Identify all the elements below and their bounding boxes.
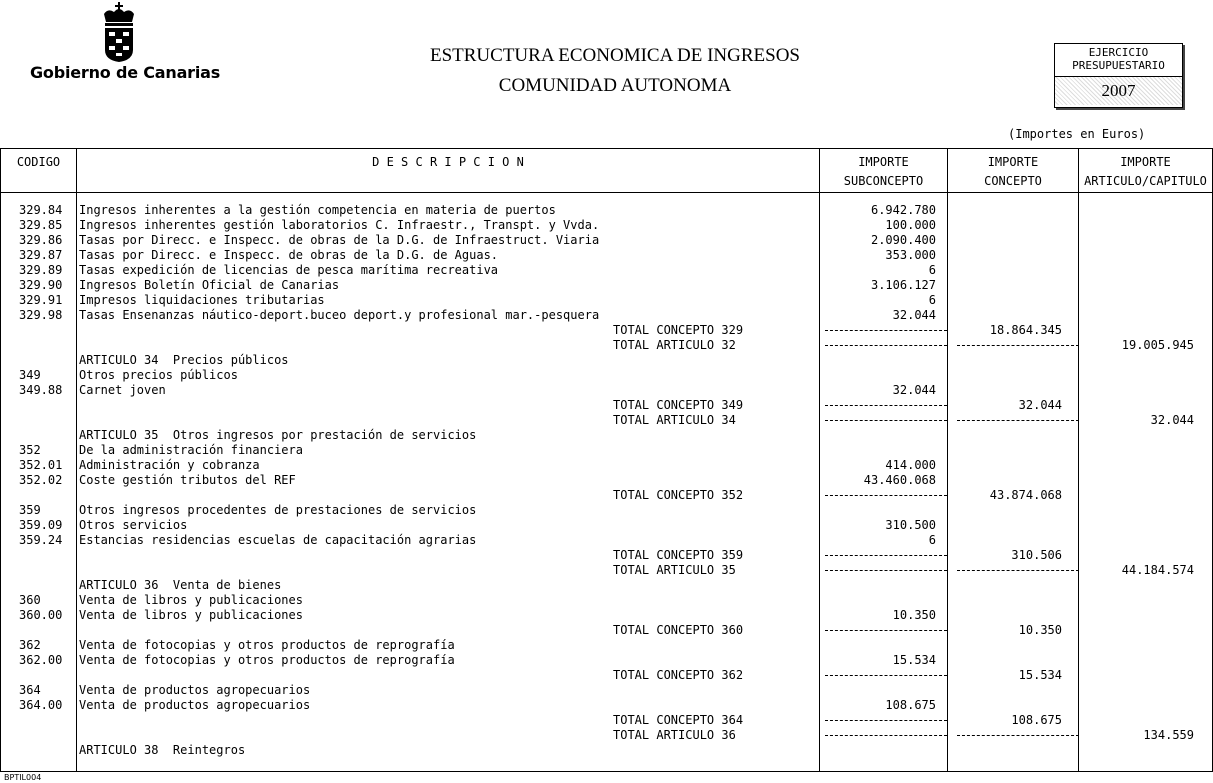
table-row (1, 203, 1212, 218)
row-code: 352.02 (19, 473, 63, 487)
dash-separator (957, 420, 1079, 421)
amount-subconcepto: 15.534 (892, 653, 936, 667)
row-description: Otros servicios (79, 518, 188, 532)
col-header-codigo: CODIGO (16, 155, 61, 169)
dash-separator (825, 570, 947, 571)
row-description: Venta de fotocopias y otros productos de reprografía (79, 638, 455, 652)
dash-separator (825, 405, 947, 406)
row-description: Carnet joven (79, 383, 166, 397)
total-row (1, 728, 1212, 743)
total-row (1, 668, 1212, 683)
row-code: 329.91 (19, 293, 63, 307)
amount-subconcepto: 32.044 (892, 383, 936, 397)
row-code: 349 (19, 368, 41, 382)
row-description: Administración y cobranza (79, 458, 260, 472)
header-divider (1, 192, 1212, 193)
row-description: ARTICULO 35 Otros ingresos por prestación de servicios (79, 428, 477, 442)
row-code: 329.84 (19, 203, 63, 217)
col-header-subconcepto-line1: IMPORTE (858, 155, 909, 169)
row-code: 359.09 (19, 518, 63, 532)
row-description: ARTICULO 38 Reintegros (79, 743, 246, 757)
dash-separator (825, 675, 947, 676)
total-label: TOTAL CONCEPTO 352 (613, 488, 744, 502)
table-row (1, 368, 1212, 383)
total-label: TOTAL CONCEPTO 329 (613, 323, 744, 337)
total-row (1, 413, 1212, 428)
amount-subconcepto: 2.090.400 (870, 233, 936, 247)
row-code: 329.89 (19, 263, 63, 277)
dash-separator (825, 555, 947, 556)
amount-concepto: 32.044 (1018, 398, 1062, 412)
row-description: Venta de productos agropecuarios (79, 683, 311, 697)
table-row (1, 518, 1212, 533)
ejercicio-label-line2: PRESUPUESTARIO (1072, 59, 1165, 72)
amount-articulo: 134.559 (1143, 728, 1194, 742)
row-description: Tasas por Direcc. e Inspecc. de obras de la D.G. de Infraestruct. Viaria (79, 233, 600, 247)
table-row (1, 233, 1212, 248)
row-description: Ingresos Boletín Oficial de Canarias (79, 278, 340, 292)
row-description: Ingresos inherentes gestión laboratorios C. Infraestr., Transpt. y Vvda. (79, 218, 600, 232)
report-subtitle: COMUNIDAD AUTONOMA (498, 75, 732, 96)
row-description: Otros ingresos procedentes de prestaciones de servicios (79, 503, 477, 517)
total-label: TOTAL ARTICULO 34 (613, 413, 736, 427)
table-row (1, 608, 1212, 623)
row-code: 364 (19, 683, 41, 697)
total-row (1, 548, 1212, 563)
dash-separator (825, 420, 947, 421)
dash-separator (825, 330, 947, 331)
dash-separator (957, 735, 1079, 736)
amount-concepto: 18.864.345 (989, 323, 1062, 337)
amount-articulo: 44.184.574 (1121, 563, 1194, 577)
dash-separator (825, 345, 947, 346)
total-row (1, 623, 1212, 638)
dash-separator (825, 735, 947, 736)
row-code: 349.88 (19, 383, 63, 397)
row-description: Coste gestión tributos del REF (79, 473, 296, 487)
row-code: 359.24 (19, 533, 63, 547)
table-row (1, 353, 1212, 368)
table-row (1, 263, 1212, 278)
row-description: De la administración financiera (79, 443, 303, 457)
table-row (1, 743, 1212, 758)
dash-separator (957, 570, 1079, 571)
table-row (1, 458, 1212, 473)
col-header-articulo-line2: ARTICULO/CAPITULO (1084, 174, 1207, 188)
row-description: Ingresos inherentes a la gestión competencia en materia de puertos (79, 203, 556, 217)
row-description: Otros precios públicos (79, 368, 238, 382)
total-row (1, 713, 1212, 728)
row-description: Venta de fotocopias y otros productos de reprografía (79, 653, 455, 667)
table-row (1, 578, 1212, 593)
table-row (1, 293, 1212, 308)
table-row (1, 653, 1212, 668)
amount-subconcepto: 6.942.780 (870, 203, 936, 217)
units-note: (Importes en Euros) (1008, 127, 1146, 141)
amount-concepto: 310.506 (1011, 548, 1062, 562)
table-row (1, 533, 1212, 548)
amount-subconcepto: 6 (928, 293, 936, 307)
table-row (1, 638, 1212, 653)
amount-subconcepto: 10.350 (892, 608, 936, 622)
dash-separator (825, 630, 947, 631)
amount-subconcepto: 414.000 (885, 458, 936, 472)
amount-concepto: 10.350 (1018, 623, 1062, 637)
ejercicio-label-line1: EJERCICIO (1088, 46, 1149, 59)
row-description: Venta de productos agropecuarios (79, 698, 311, 712)
row-code: 329.87 (19, 248, 63, 262)
amount-subconcepto: 43.460.068 (863, 473, 936, 487)
total-row (1, 338, 1212, 353)
col-header-articulo (1079, 153, 1212, 191)
dash-separator (825, 720, 947, 721)
total-label: TOTAL CONCEPTO 362 (613, 668, 744, 682)
table-row (1, 278, 1212, 293)
col-header-subconcepto-line2: SUBCONCEPTO (843, 174, 924, 188)
amount-subconcepto: 353.000 (885, 248, 936, 262)
total-row (1, 563, 1212, 578)
amount-subconcepto: 3.106.127 (870, 278, 936, 292)
row-code: 352.01 (19, 458, 63, 472)
amount-subconcepto: 100.000 (885, 218, 936, 232)
report-title: ESTRUCTURA ECONOMICA DE INGRESOS (429, 45, 800, 66)
row-code: 360 (19, 593, 41, 607)
row-code: 329.85 (19, 218, 63, 232)
row-description: Estancias residencias escuelas de capacitación agrarias (79, 533, 477, 547)
amount-subconcepto: 32.044 (892, 308, 936, 322)
total-label: TOTAL CONCEPTO 359 (613, 548, 744, 562)
table-row (1, 593, 1212, 608)
table-row (1, 443, 1212, 458)
table-row (1, 218, 1212, 233)
coat-of-arms-icon (104, 2, 134, 62)
amount-subconcepto: 108.675 (885, 698, 936, 712)
col-header-subconcepto (820, 153, 947, 191)
col-header-descripcion: D E S C R I P C I O N (372, 155, 524, 169)
table-row (1, 308, 1212, 323)
row-code: 352 (19, 443, 41, 457)
row-code: 360.00 (19, 608, 63, 622)
row-description: Tasas expedición de licencias de pesca marítima recreativa (79, 263, 499, 277)
table-row (1, 383, 1212, 398)
table-row (1, 698, 1212, 713)
table-row (1, 473, 1212, 488)
col-header-concepto-line2: CONCEPTO (984, 174, 1042, 188)
col-header-concepto (948, 153, 1078, 191)
amount-articulo: 32.044 (1150, 413, 1194, 427)
total-row (1, 398, 1212, 413)
amount-subconcepto: 310.500 (885, 518, 936, 532)
amount-concepto: 43.874.068 (989, 488, 1062, 502)
total-row (1, 323, 1212, 338)
total-label: TOTAL CONCEPTO 349 (613, 398, 744, 412)
total-row (1, 488, 1212, 503)
amount-subconcepto: 6 (928, 263, 936, 277)
col-header-articulo-line1: IMPORTE (1120, 155, 1171, 169)
row-code: 359 (19, 503, 41, 517)
report-code: BPTIL004 (4, 773, 42, 782)
row-code: 329.90 (19, 278, 63, 292)
total-label: TOTAL ARTICULO 35 (613, 563, 736, 577)
total-label: TOTAL ARTICULO 32 (613, 338, 736, 352)
total-label: TOTAL CONCEPTO 360 (613, 623, 744, 637)
row-description: Tasas por Direcc. e Inspecc. de obras de la D.G. de Aguas. (79, 248, 499, 262)
ejercicio-year: 2007 (1055, 77, 1182, 105)
income-table (0, 148, 1213, 772)
row-code: 362 (19, 638, 41, 652)
total-label: TOTAL CONCEPTO 364 (613, 713, 744, 727)
table-row (1, 683, 1212, 698)
row-description: Venta de libros y publicaciones (79, 593, 303, 607)
row-description: ARTICULO 34 Precios públicos (79, 353, 289, 367)
col-header-concepto-line1: IMPORTE (987, 155, 1039, 169)
row-code: 329.86 (19, 233, 63, 247)
ejercicio-label (1055, 44, 1182, 77)
org-name: Gobierno de Canarias (30, 63, 221, 82)
row-description: Venta de libros y publicaciones (79, 608, 303, 622)
dash-separator (825, 495, 947, 496)
row-description: ARTICULO 36 Venta de bienes (79, 578, 282, 592)
dash-separator (957, 345, 1079, 346)
ejercicio-box (1054, 43, 1183, 108)
amount-concepto: 108.675 (1011, 713, 1062, 727)
amount-articulo: 19.005.945 (1121, 338, 1194, 352)
amount-concepto: 15.534 (1018, 668, 1062, 682)
amount-subconcepto: 6 (928, 533, 936, 547)
row-description: Impresos liquidaciones tributarias (79, 293, 325, 307)
total-label: TOTAL ARTICULO 36 (613, 728, 736, 742)
table-row (1, 503, 1212, 518)
table-row (1, 428, 1212, 443)
row-code: 329.98 (19, 308, 63, 322)
row-description: Tasas Ensenanzas náutico-deport.buceo deport.y profesional mar.-pesquera (79, 308, 600, 322)
row-code: 364.00 (19, 698, 63, 712)
table-row (1, 248, 1212, 263)
row-code: 362.00 (19, 653, 63, 667)
